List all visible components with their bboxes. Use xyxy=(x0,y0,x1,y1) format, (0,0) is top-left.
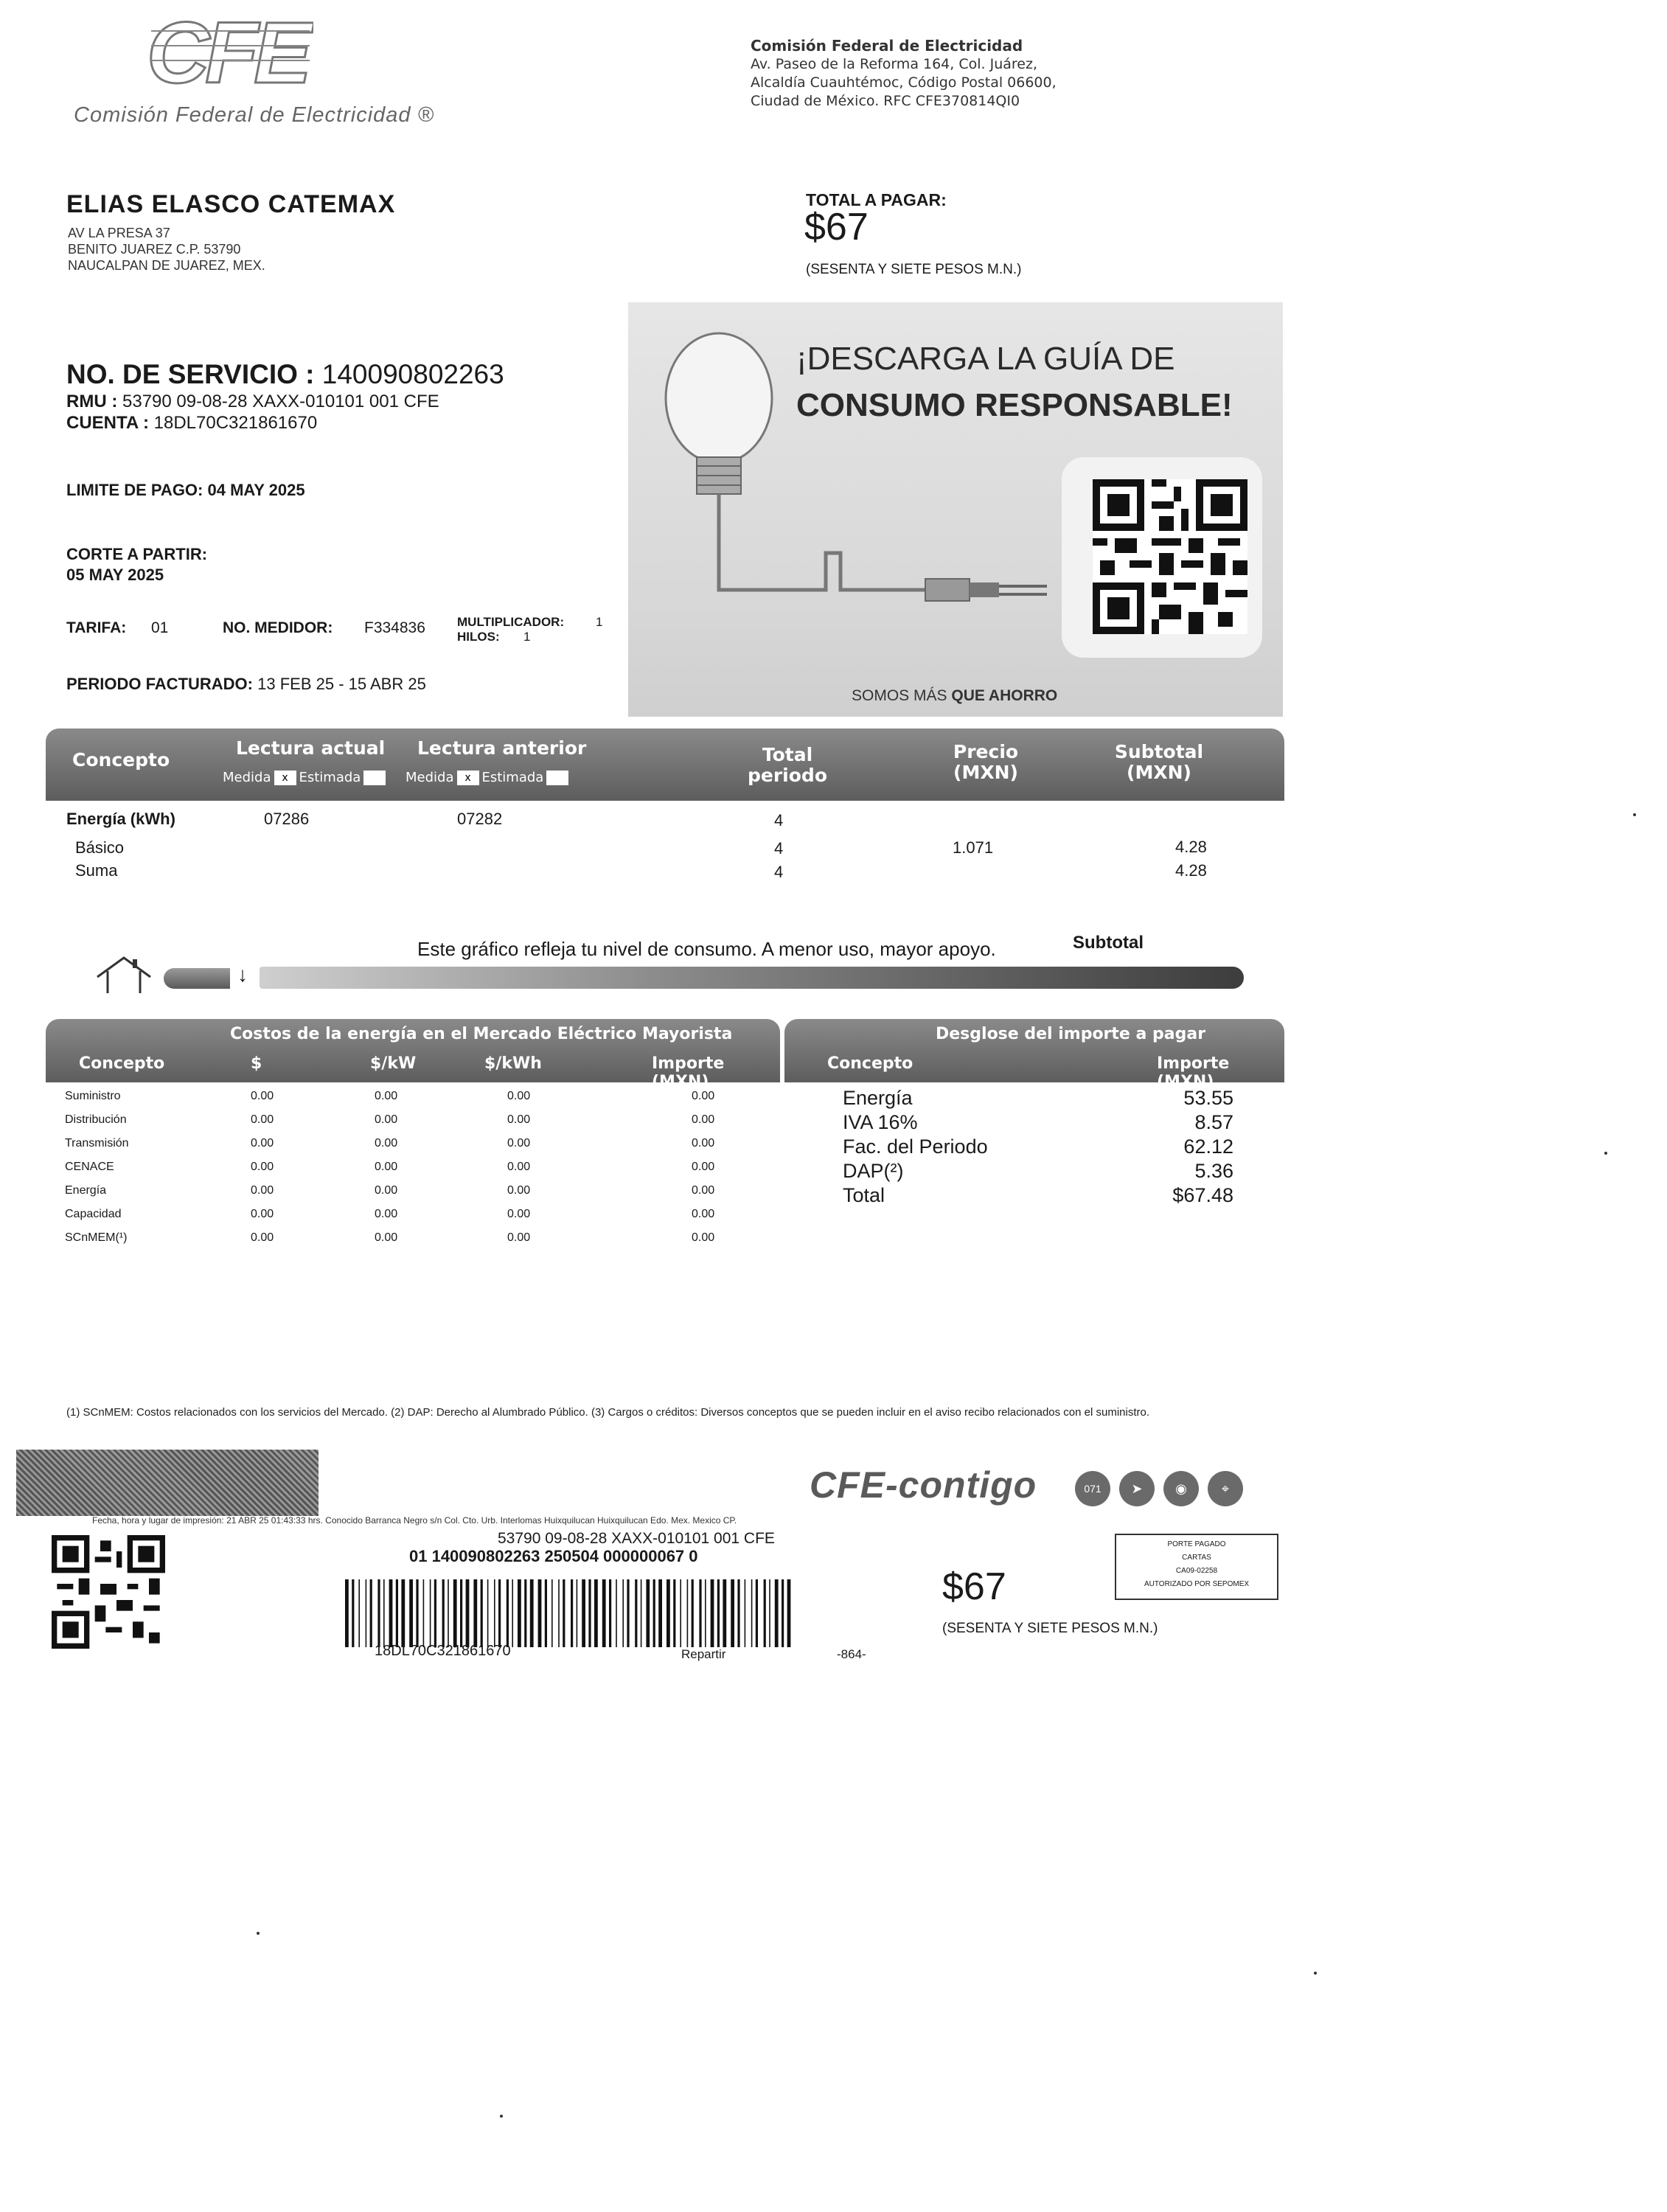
tariff-value: 01 xyxy=(151,619,169,636)
barcode-account: 18DL70C321861670 xyxy=(375,1643,511,1659)
col-subtotal-line1: Subtotal xyxy=(1114,741,1204,762)
breakdown-col-importe: Importe (MXN) xyxy=(1157,1054,1230,1091)
barcode-bar xyxy=(551,1579,553,1647)
barcode-bar xyxy=(434,1579,436,1647)
market-cell-concepto: Energía xyxy=(65,1184,107,1197)
row-basico-precio: 1.071 xyxy=(953,838,994,857)
actual-estimada-checkbox xyxy=(363,771,386,785)
graph-caption: Este gráfico refleja tu nivel de consumo. A menor uso, mayor apoyo. xyxy=(417,938,996,960)
barcode-bar xyxy=(460,1579,462,1647)
barcode-route: -864- xyxy=(837,1647,866,1661)
col-precio xyxy=(938,742,1034,783)
consumption-level-bar xyxy=(164,968,230,989)
barcode-bar xyxy=(538,1579,542,1647)
telegram-icon[interactable]: ➤ xyxy=(1119,1471,1155,1506)
issuer-block xyxy=(751,37,1057,111)
customer-name: ELIAS ELASCO CATEMAX xyxy=(66,190,396,218)
issuer-address-3: Ciudad de México. RFC CFE370814QI0 xyxy=(751,93,1020,109)
market-cell-value: 0.00 xyxy=(507,1161,531,1173)
barcode-bar xyxy=(711,1579,714,1647)
breakdown-row xyxy=(843,1087,1233,1110)
actual-medida-label: Medida xyxy=(223,770,271,785)
arrow-down-icon: ↓ xyxy=(237,963,248,986)
market-cell-value: 0.00 xyxy=(507,1231,531,1244)
barcode-bar xyxy=(558,1579,560,1647)
col-subtotal-line2: (MXN) xyxy=(1127,762,1191,783)
barcode[interactable] xyxy=(345,1579,795,1647)
barcode-bar xyxy=(396,1579,398,1647)
barcode-bar xyxy=(448,1579,449,1647)
app-icon[interactable]: ◉ xyxy=(1163,1471,1199,1506)
promo-title-line2: CONSUMO RESPONSABLE! xyxy=(796,387,1233,423)
market-cell-concepto: Transmisión xyxy=(65,1137,129,1150)
barcode-bar xyxy=(692,1579,694,1647)
consumption-scale-bar xyxy=(260,967,1244,989)
postage-stamp xyxy=(1115,1534,1278,1600)
cutoff-label: CORTE A PARTIR: xyxy=(66,545,208,563)
row-energia-total: 4 xyxy=(774,811,784,830)
barcode-bar xyxy=(609,1579,611,1647)
barcode-bar xyxy=(731,1579,734,1647)
location-icon[interactable]: ⌖ xyxy=(1208,1471,1243,1506)
promo-title-line1: ¡DESCARGA LA GUÍA DE xyxy=(796,341,1175,377)
cuenta-value: 18DL70C321861670 xyxy=(153,413,318,433)
market-cell-value: 0.00 xyxy=(375,1137,398,1150)
barcode-bar xyxy=(389,1579,393,1647)
market-cell-value: 0.00 xyxy=(251,1208,274,1220)
row-energia-anterior: 07282 xyxy=(457,810,503,828)
total-words: (SESENTA Y SIETE PESOS M.N.) xyxy=(806,262,1022,277)
barcode-bar xyxy=(745,1579,746,1647)
barcode-bar xyxy=(487,1579,489,1647)
barcode-bar xyxy=(737,1579,739,1647)
billing-period-label: PERIODO FACTURADO: xyxy=(66,675,253,693)
market-cell-value: 0.00 xyxy=(375,1161,398,1173)
breakdown-row xyxy=(843,1111,1233,1135)
barcode-bar xyxy=(563,1579,565,1647)
barcode-bar xyxy=(699,1579,701,1647)
promo-footer-b: QUE AHORRO xyxy=(951,687,1058,704)
barcode-bar xyxy=(577,1579,578,1647)
row-basico-concepto: Básico xyxy=(75,838,125,857)
service-label: NO. DE SERVICIO : xyxy=(66,359,315,389)
barcode-bar xyxy=(667,1579,670,1647)
barcode-bar xyxy=(641,1579,642,1647)
market-cell-value: 0.00 xyxy=(375,1231,398,1244)
market-row xyxy=(65,1231,751,1253)
promo-footer xyxy=(852,687,1057,705)
barcode-bar xyxy=(680,1579,681,1647)
market-cell-value: 0.00 xyxy=(251,1113,274,1126)
rmu-value: 53790 09-08-28 XAXX-010101 001 CFE xyxy=(122,392,439,411)
barcode-bar xyxy=(627,1579,629,1647)
barcode-bar xyxy=(530,1579,534,1647)
cutoff-block xyxy=(66,544,207,585)
breakdown-col-concepto: Concepto xyxy=(827,1054,913,1073)
postage-line3: CA09-02258 xyxy=(1175,1567,1218,1575)
barcode-bar xyxy=(756,1579,758,1647)
barcode-bar xyxy=(622,1579,624,1647)
row-suma-total: 4 xyxy=(774,863,784,881)
col-precio-line2: (MXN) xyxy=(953,762,1018,783)
market-costs-title: Costos de la energía en el Mercado Eléctrico Mayorista xyxy=(230,1025,733,1043)
promo-footer-a: SOMOS MÁS xyxy=(852,687,952,704)
market-cell-value: 0.00 xyxy=(251,1090,274,1102)
issuer-name: Comisión Federal de Electricidad xyxy=(751,37,1023,55)
customer-address xyxy=(68,225,265,274)
market-cell-value: 0.00 xyxy=(507,1184,531,1197)
total-amount: $67 xyxy=(804,206,869,248)
cuenta-label: CUENTA : xyxy=(66,413,149,433)
breakdown-cell-concepto: Total xyxy=(843,1184,885,1206)
row-basico-subtotal: 4.28 xyxy=(1175,838,1207,856)
market-row xyxy=(65,1184,751,1206)
svg-text:CFE: CFE xyxy=(147,9,307,97)
col-subtotal xyxy=(1100,742,1218,783)
barcode-bar xyxy=(751,1579,753,1647)
stub-reference: 53790 09-08-28 XAXX-010101 001 CFE xyxy=(498,1530,775,1547)
market-row xyxy=(65,1113,751,1135)
market-cell-value: 0.00 xyxy=(507,1113,531,1126)
actual-estimada-label: Estimada xyxy=(299,770,361,785)
rmu-row xyxy=(66,392,439,412)
stub-amount-words: (SESENTA Y SIETE PESOS M.N.) xyxy=(942,1621,1158,1636)
market-cell-value: 0.00 xyxy=(507,1208,531,1220)
barcode-repartir: Repartir xyxy=(681,1647,726,1661)
market-col-concepto: Concepto xyxy=(79,1054,165,1073)
billing-period-value: 13 FEB 25 - 15 ABR 25 xyxy=(257,675,426,693)
security-pattern xyxy=(16,1450,319,1516)
previous-measure-group xyxy=(406,770,571,785)
barcode-bar xyxy=(423,1579,425,1647)
qr-code[interactable] xyxy=(1093,479,1247,634)
wires-label: HILOS: xyxy=(457,630,500,644)
market-cell-value: 0.00 xyxy=(507,1137,531,1150)
billing-period-row xyxy=(66,675,426,694)
barcode-bar xyxy=(687,1579,689,1647)
breakdown-row xyxy=(843,1160,1233,1183)
barcode-bar xyxy=(717,1579,720,1647)
stub-qr-code[interactable] xyxy=(52,1535,165,1649)
col-concepto: Concepto xyxy=(72,749,170,771)
market-cell-value: 0.00 xyxy=(251,1161,274,1173)
barcode-bar xyxy=(518,1579,521,1647)
market-cell-value: 0.00 xyxy=(251,1231,274,1244)
footnote: (1) SCnMEM: Costos relacionados con los servicios del Mercado. (2) DAP: Derecho al Alumbrado Público. (3) Cargos o créditos: Diversos conceptos que se pueden incluir en el aviso recibo relacionados con el suministro. xyxy=(66,1406,1150,1419)
barcode-bar xyxy=(545,1579,547,1647)
market-costs-header xyxy=(46,1019,780,1091)
barcode-bar xyxy=(775,1579,779,1647)
col-lectura-actual: Lectura actual xyxy=(236,737,386,759)
breakdown-title: Desglose del importe a pagar xyxy=(936,1025,1206,1043)
barcode-bar xyxy=(358,1579,360,1647)
row-suma-concepto: Suma xyxy=(75,861,118,880)
scan-speck xyxy=(257,1932,260,1935)
breakdown-row xyxy=(843,1135,1233,1159)
market-col-pesos: $ xyxy=(251,1054,262,1073)
print-info: Fecha, hora y lugar de impresión: 21 ABR 25 01:43:33 hrs. Conocido Barranca Negro s/n Col. Cto. Urb. Interlomas Huixquilucan Huixquilucan Edo. Mex. Mexico CP. xyxy=(92,1515,737,1526)
col-total-periodo xyxy=(743,745,832,786)
row-basico-total: 4 xyxy=(774,839,784,858)
market-cell-value: 0.00 xyxy=(692,1161,715,1173)
market-cell-value: 0.00 xyxy=(507,1090,531,1102)
cuenta-row xyxy=(66,413,317,434)
barcode-bar xyxy=(401,1579,405,1647)
barcode-bar xyxy=(524,1579,526,1647)
barcode-bar xyxy=(383,1579,385,1647)
market-cell-value: 0.00 xyxy=(692,1231,715,1244)
multiplier-label: MULTIPLICADOR: xyxy=(457,615,565,629)
wires-value: 1 xyxy=(523,630,531,644)
barcode-bar xyxy=(370,1579,372,1647)
barcode-bar xyxy=(473,1579,477,1647)
barcode-bar xyxy=(377,1579,380,1647)
service-number: 140090802263 xyxy=(321,359,504,389)
scan-speck xyxy=(1633,813,1636,816)
market-row xyxy=(65,1137,751,1159)
market-cell-value: 0.00 xyxy=(692,1184,715,1197)
barcode-bar xyxy=(366,1579,367,1647)
barcode-bar xyxy=(594,1579,598,1647)
scan-speck xyxy=(500,2115,503,2118)
breakdown-cell-concepto: Fac. del Periodo xyxy=(843,1135,988,1158)
actual-medida-checkbox: x xyxy=(274,771,296,785)
market-cell-value: 0.00 xyxy=(692,1137,715,1150)
barcode-bar xyxy=(512,1579,513,1647)
barcode-bar xyxy=(430,1579,431,1647)
phone-071-icon[interactable]: 071 xyxy=(1075,1471,1110,1506)
tariff-label: TARIFA: xyxy=(66,619,127,636)
market-cell-concepto: SCnMEM(¹) xyxy=(65,1231,128,1244)
barcode-bar xyxy=(723,1579,726,1647)
market-cell-value: 0.00 xyxy=(375,1090,398,1102)
barcode-bar xyxy=(507,1579,509,1647)
barcode-bar xyxy=(764,1579,766,1647)
market-cell-value: 0.00 xyxy=(251,1137,274,1150)
house-icon xyxy=(94,955,153,995)
stub-amount: $67 xyxy=(942,1565,1006,1608)
breakdown-row xyxy=(843,1184,1233,1208)
market-cell-value: 0.00 xyxy=(692,1113,715,1126)
consumption-table-header xyxy=(46,728,1284,801)
barcode-bar xyxy=(453,1579,457,1647)
previous-medida-checkbox: x xyxy=(457,771,479,785)
barcode-bar xyxy=(481,1579,483,1647)
barcode-bar xyxy=(602,1579,606,1647)
logo-subtitle: Comisión Federal de Electricidad ® xyxy=(74,103,434,127)
col-lectura-anterior: Lectura anterior xyxy=(417,737,587,759)
breakdown-cell-concepto: DAP(²) xyxy=(843,1160,904,1182)
customer-address-1: AV LA PRESA 37 xyxy=(68,226,170,240)
issuer-address-2: Alcaldía Cuauhtémoc, Código Postal 06600, xyxy=(751,74,1057,91)
barcode-bar xyxy=(769,1579,770,1647)
meter-label: NO. MEDIDOR: xyxy=(223,619,333,636)
breakdown-cell-importe: 5.36 xyxy=(1194,1160,1233,1182)
barcode-bar xyxy=(416,1579,418,1647)
barcode-bar xyxy=(494,1579,495,1647)
meter-value: F334836 xyxy=(364,619,425,636)
col-precio-line1: Precio xyxy=(953,741,1019,762)
market-row xyxy=(65,1090,751,1112)
barcode-bar xyxy=(787,1579,791,1647)
market-cell-concepto: CENACE xyxy=(65,1161,114,1173)
barcode-bar xyxy=(571,1579,573,1647)
scan-speck xyxy=(1604,1152,1607,1155)
cfe-contigo-logo: CFE-contigo xyxy=(810,1464,1037,1506)
previous-estimada-checkbox xyxy=(546,771,568,785)
cutoff-date: 05 MAY 2025 xyxy=(66,566,164,584)
customer-address-2: BENITO JUAREZ C.P. 53790 xyxy=(68,242,241,257)
barcode-bar xyxy=(782,1579,784,1647)
market-col-kwh: $/kWh xyxy=(484,1054,542,1073)
scan-speck xyxy=(1314,1972,1317,1975)
barcode-bar xyxy=(442,1579,445,1647)
cfe-logo xyxy=(144,9,313,97)
market-cell-value: 0.00 xyxy=(375,1208,398,1220)
barcode-bar xyxy=(498,1579,501,1647)
previous-estimada-label: Estimada xyxy=(481,770,544,785)
market-cell-concepto: Suministro xyxy=(65,1090,121,1102)
col-total-line1: Total xyxy=(762,744,813,765)
market-col-importe: Importe (MXN) xyxy=(652,1054,725,1091)
col-total-line2: periodo xyxy=(748,765,827,786)
postage-line1: PORTE PAGADO xyxy=(1167,1540,1226,1548)
barcode-bar xyxy=(466,1579,470,1647)
market-cell-value: 0.00 xyxy=(375,1184,398,1197)
barcode-bar xyxy=(409,1579,413,1647)
breakdown-cell-concepto: Energía xyxy=(843,1087,913,1109)
market-cell-value: 0.00 xyxy=(251,1184,274,1197)
row-energia-concepto: Energía (kWh) xyxy=(66,810,175,828)
postage-line4: AUTORIZADO POR SEPOMEX xyxy=(1144,1580,1250,1588)
actual-measure-group xyxy=(223,770,389,785)
market-cell-concepto: Capacidad xyxy=(65,1208,122,1220)
market-cell-value: 0.00 xyxy=(692,1208,715,1220)
barcode-bar xyxy=(588,1579,591,1647)
barcode-bar xyxy=(653,1579,655,1647)
barcode-bar xyxy=(352,1579,354,1647)
stub-payment-code: 01 140090802263 250504 000000067 0 xyxy=(409,1547,698,1565)
breakdown-cell-importe: $67.48 xyxy=(1172,1184,1233,1206)
issuer-address-1: Av. Paseo de la Reforma 164, Col. Juárez, xyxy=(751,56,1037,72)
row-suma-subtotal: 4.28 xyxy=(1175,861,1207,880)
rmu-label: RMU : xyxy=(66,392,118,411)
market-col-kw: $/kW xyxy=(370,1054,417,1073)
total-label: TOTAL A PAGAR: xyxy=(806,190,947,209)
breakdown-cell-importe: 8.57 xyxy=(1194,1111,1233,1133)
payment-deadline: LIMITE DE PAGO: 04 MAY 2025 xyxy=(66,481,305,499)
barcode-bar xyxy=(616,1579,617,1647)
market-row xyxy=(65,1208,751,1230)
breakdown-cell-importe: 62.12 xyxy=(1183,1135,1233,1158)
row-energia-actual: 07286 xyxy=(264,810,310,828)
multiplier-value: 1 xyxy=(596,615,603,629)
service-number-row xyxy=(66,359,504,390)
barcode-bar xyxy=(646,1579,650,1647)
market-cell-value: 0.00 xyxy=(692,1090,715,1102)
barcode-bar xyxy=(673,1579,675,1647)
barcode-bar xyxy=(705,1579,706,1647)
market-row xyxy=(65,1161,751,1183)
barcode-bar xyxy=(635,1579,637,1647)
barcode-bar xyxy=(658,1579,662,1647)
barcode-bar xyxy=(345,1579,349,1647)
previous-medida-label: Medida xyxy=(406,770,454,785)
barcode-bar xyxy=(582,1579,585,1647)
breakdown-cell-concepto: IVA 16% xyxy=(843,1111,918,1133)
postage-line2: CARTAS xyxy=(1182,1554,1211,1562)
market-cell-value: 0.00 xyxy=(375,1113,398,1126)
breakdown-cell-importe: 53.55 xyxy=(1183,1087,1233,1109)
market-cell-concepto: Distribución xyxy=(65,1113,127,1126)
breakdown-header xyxy=(784,1019,1284,1091)
graph-subtotal-label: Subtotal xyxy=(1073,933,1144,953)
customer-address-3: NAUCALPAN DE JUAREZ, MEX. xyxy=(68,258,265,273)
